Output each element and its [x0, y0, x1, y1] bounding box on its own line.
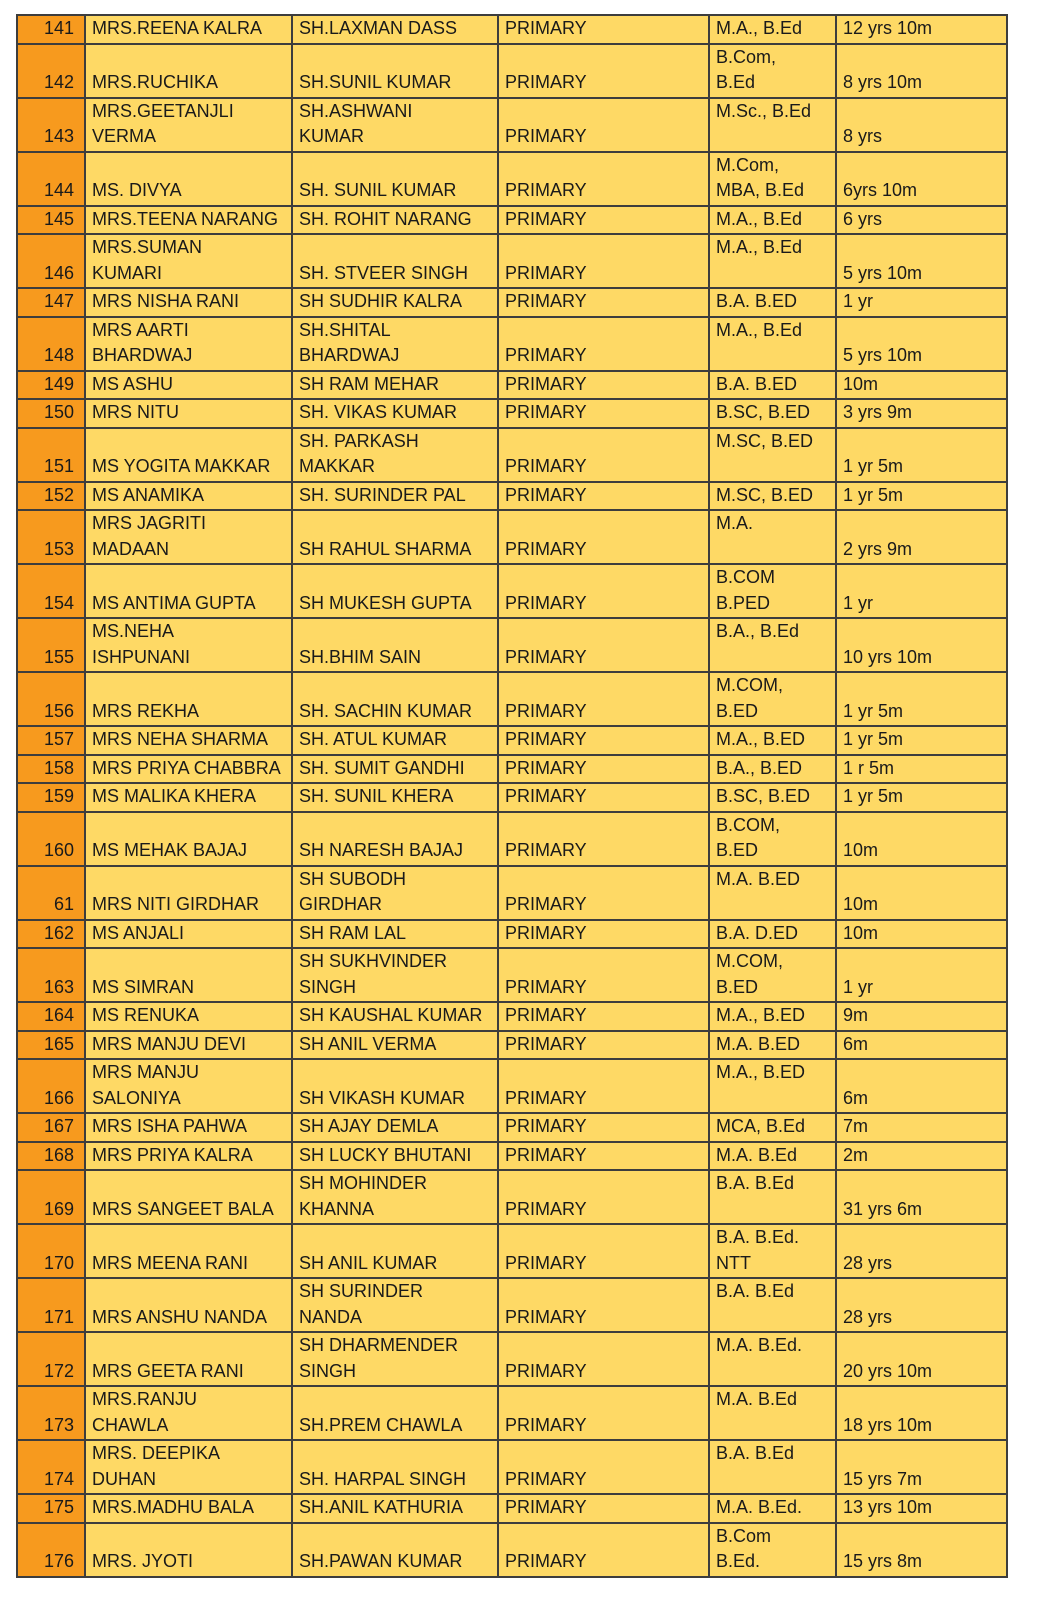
experience-cell: 18 yrs 10m [836, 1386, 1007, 1440]
experience-cell: 1 yr 5m [836, 783, 1007, 812]
table-row [17, 755, 1007, 784]
category-cell: PRIMARY [498, 672, 709, 726]
qualification-cell: M.A., B.ED [709, 1059, 836, 1113]
category-cell: PRIMARY [498, 1142, 709, 1171]
serial-number-cell: 141 [17, 15, 85, 44]
experience-cell: 10m [836, 866, 1007, 920]
table-row [17, 399, 1007, 428]
qualification-cell: M.COM, B.ED [709, 948, 836, 1002]
qualification-cell: M.A. B.ED [709, 866, 836, 920]
spouse-name-cell: SH SUKHVINDER SINGH [292, 948, 498, 1002]
spouse-name-cell: SH ANIL VERMA [292, 1031, 498, 1060]
serial-number-cell: 145 [17, 206, 85, 235]
experience-cell: 9m [836, 1002, 1007, 1031]
spouse-name-cell: SH.BHIM SAIN [292, 618, 498, 672]
experience-cell: 6yrs 10m [836, 152, 1007, 206]
qualification-cell: B.A. B.ED [709, 288, 836, 317]
qualification-cell: M.A. B.Ed. [709, 1494, 836, 1523]
experience-cell: 3 yrs 9m [836, 399, 1007, 428]
teacher-name-cell: MS ANTIMA GUPTA [85, 564, 292, 618]
category-cell: PRIMARY [498, 1386, 709, 1440]
experience-cell: 10m [836, 920, 1007, 949]
category-cell: PRIMARY [498, 812, 709, 866]
qualification-cell: M.Sc., B.Ed [709, 98, 836, 152]
table-row [17, 948, 1007, 1002]
table-row [17, 1494, 1007, 1523]
spouse-name-cell: SH KAUSHAL KUMAR [292, 1002, 498, 1031]
table-row [17, 371, 1007, 400]
qualification-cell: B.SC, B.ED [709, 783, 836, 812]
table-row [17, 1031, 1007, 1060]
serial-number-cell: 151 [17, 428, 85, 482]
spouse-name-cell: SH VIKASH KUMAR [292, 1059, 498, 1113]
qualification-cell: B.Com B.Ed. [709, 1523, 836, 1577]
spouse-name-cell: SH. PARKASH MAKKAR [292, 428, 498, 482]
experience-cell: 8 yrs 10m [836, 44, 1007, 98]
serial-number-cell: 165 [17, 1031, 85, 1060]
experience-cell: 6m [836, 1059, 1007, 1113]
staff-table-body [17, 15, 1007, 1577]
category-cell: PRIMARY [498, 1494, 709, 1523]
spouse-name-cell: SH SUBODH GIRDHAR [292, 866, 498, 920]
teacher-name-cell: MRS MANJU SALONIYA [85, 1059, 292, 1113]
qualification-cell: B.COM, B.ED [709, 812, 836, 866]
table-row [17, 152, 1007, 206]
serial-number-cell: 162 [17, 920, 85, 949]
serial-number-cell: 142 [17, 44, 85, 98]
experience-cell: 1 yr 5m [836, 726, 1007, 755]
qualification-cell: B.A. B.ED [709, 371, 836, 400]
spouse-name-cell: SH RAHUL SHARMA [292, 510, 498, 564]
serial-number-cell: 144 [17, 152, 85, 206]
qualification-cell: M.SC, B.ED [709, 482, 836, 511]
qualification-cell: M.A. B.Ed. [709, 1332, 836, 1386]
serial-number-cell: 146 [17, 234, 85, 288]
qualification-cell: M.A., B.ED [709, 1002, 836, 1031]
serial-number-cell: 148 [17, 317, 85, 371]
teacher-name-cell: MRS.TEENA NARANG [85, 206, 292, 235]
serial-number-cell: 154 [17, 564, 85, 618]
spouse-name-cell: SH ANIL KUMAR [292, 1224, 498, 1278]
serial-number-cell: 167 [17, 1113, 85, 1142]
teacher-name-cell: MRS PRIYA CHABBRA [85, 755, 292, 784]
table-row [17, 482, 1007, 511]
category-cell: PRIMARY [498, 1440, 709, 1494]
table-row [17, 812, 1007, 866]
spouse-name-cell: SH. SURINDER PAL [292, 482, 498, 511]
spouse-name-cell: SH.ASHWANI KUMAR [292, 98, 498, 152]
qualification-cell: M.A., B.Ed [709, 15, 836, 44]
category-cell: PRIMARY [498, 399, 709, 428]
table-row [17, 44, 1007, 98]
teacher-name-cell: MRS.MADHU BALA [85, 1494, 292, 1523]
serial-number-cell: 155 [17, 618, 85, 672]
serial-number-cell: 163 [17, 948, 85, 1002]
experience-cell: 28 yrs [836, 1224, 1007, 1278]
qualification-cell: M.Com, MBA, B.Ed [709, 152, 836, 206]
category-cell: PRIMARY [498, 98, 709, 152]
qualification-cell: B.Com, B.Ed [709, 44, 836, 98]
category-cell: PRIMARY [498, 1332, 709, 1386]
qualification-cell: M.A. B.Ed [709, 1142, 836, 1171]
teacher-name-cell: MS MEHAK BAJAJ [85, 812, 292, 866]
qualification-cell: M.A., B.Ed [709, 317, 836, 371]
experience-cell: 6m [836, 1031, 1007, 1060]
teacher-name-cell: MS ANAMIKA [85, 482, 292, 511]
category-cell: PRIMARY [498, 948, 709, 1002]
serial-number-cell: 170 [17, 1224, 85, 1278]
table-row [17, 510, 1007, 564]
category-cell: PRIMARY [498, 1113, 709, 1142]
category-cell: PRIMARY [498, 234, 709, 288]
qualification-cell: M.A. B.ED [709, 1031, 836, 1060]
qualification-cell: B.A. B.Ed [709, 1278, 836, 1332]
table-row [17, 866, 1007, 920]
qualification-cell: M.A. B.Ed [709, 1386, 836, 1440]
spouse-name-cell: SH.PREM CHAWLA [292, 1386, 498, 1440]
serial-number-cell: 143 [17, 98, 85, 152]
experience-cell: 15 yrs 7m [836, 1440, 1007, 1494]
qualification-cell: M.A., B.Ed [709, 206, 836, 235]
serial-number-cell: 150 [17, 399, 85, 428]
category-cell: PRIMARY [498, 371, 709, 400]
experience-cell: 6 yrs [836, 206, 1007, 235]
serial-number-cell: 149 [17, 371, 85, 400]
teacher-name-cell: MRS NISHA RANI [85, 288, 292, 317]
qualification-cell: MCA, B.Ed [709, 1113, 836, 1142]
teacher-name-cell: MRS. DEEPIKA DUHAN [85, 1440, 292, 1494]
experience-cell: 1 yr 5m [836, 482, 1007, 511]
category-cell: PRIMARY [498, 15, 709, 44]
spouse-name-cell: SH MOHINDER KHANNA [292, 1170, 498, 1224]
experience-cell: 1 yr [836, 948, 1007, 1002]
experience-cell: 7m [836, 1113, 1007, 1142]
qualification-cell: B.SC, B.ED [709, 399, 836, 428]
spouse-name-cell: SH.SUNIL KUMAR [292, 44, 498, 98]
spouse-name-cell: SH.ANIL KATHURIA [292, 1494, 498, 1523]
table-row [17, 1523, 1007, 1577]
teacher-name-cell: MRS NEHA SHARMA [85, 726, 292, 755]
teacher-name-cell: MRS AARTI BHARDWAJ [85, 317, 292, 371]
serial-number-cell: 156 [17, 672, 85, 726]
category-cell: PRIMARY [498, 152, 709, 206]
table-row [17, 1002, 1007, 1031]
spouse-name-cell: SH LUCKY BHUTANI [292, 1142, 498, 1171]
spouse-name-cell: SH. SUNIL KUMAR [292, 152, 498, 206]
table-row [17, 1332, 1007, 1386]
qualification-cell: B.A. B.Ed [709, 1170, 836, 1224]
teacher-name-cell: MRS MEENA RANI [85, 1224, 292, 1278]
category-cell: PRIMARY [498, 482, 709, 511]
teacher-name-cell: MRS NITI GIRDHAR [85, 866, 292, 920]
table-row [17, 1440, 1007, 1494]
table-row [17, 1142, 1007, 1171]
teacher-name-cell: MS SIMRAN [85, 948, 292, 1002]
table-row [17, 317, 1007, 371]
table-row [17, 564, 1007, 618]
serial-number-cell: 168 [17, 1142, 85, 1171]
serial-number-cell: 159 [17, 783, 85, 812]
table-row [17, 920, 1007, 949]
teacher-name-cell: MRS ANSHU NANDA [85, 1278, 292, 1332]
experience-cell: 1 yr [836, 564, 1007, 618]
category-cell: PRIMARY [498, 288, 709, 317]
teacher-name-cell: MRS ISHA PAHWA [85, 1113, 292, 1142]
spouse-name-cell: SH. STVEER SINGH [292, 234, 498, 288]
experience-cell: 28 yrs [836, 1278, 1007, 1332]
table-row [17, 618, 1007, 672]
qualification-cell: B.A. B.Ed [709, 1440, 836, 1494]
experience-cell: 1 yr 5m [836, 428, 1007, 482]
experience-cell: 13 yrs 10m [836, 1494, 1007, 1523]
table-row [17, 1113, 1007, 1142]
category-cell: PRIMARY [498, 1224, 709, 1278]
teacher-name-cell: MRS JAGRITI MADAAN [85, 510, 292, 564]
category-cell: PRIMARY [498, 1059, 709, 1113]
qualification-cell: M.A., B.ED [709, 726, 836, 755]
serial-number-cell: 164 [17, 1002, 85, 1031]
table-row [17, 1170, 1007, 1224]
experience-cell: 5 yrs 10m [836, 317, 1007, 371]
category-cell: PRIMARY [498, 755, 709, 784]
serial-number-cell: 169 [17, 1170, 85, 1224]
table-row [17, 428, 1007, 482]
experience-cell: 15 yrs 8m [836, 1523, 1007, 1577]
serial-number-cell: 160 [17, 812, 85, 866]
experience-cell: 2 yrs 9m [836, 510, 1007, 564]
spouse-name-cell: SH SURINDER NANDA [292, 1278, 498, 1332]
spouse-name-cell: SH AJAY DEMLA [292, 1113, 498, 1142]
table-row [17, 1386, 1007, 1440]
qualification-cell: B.COM B.PED [709, 564, 836, 618]
teacher-name-cell: MRS MANJU DEVI [85, 1031, 292, 1060]
category-cell: PRIMARY [498, 564, 709, 618]
category-cell: PRIMARY [498, 44, 709, 98]
table-row [17, 672, 1007, 726]
category-cell: PRIMARY [498, 1002, 709, 1031]
teacher-name-cell: MRS GEETA RANI [85, 1332, 292, 1386]
table-row [17, 98, 1007, 152]
category-cell: PRIMARY [498, 1523, 709, 1577]
teacher-name-cell: MRS SANGEET BALA [85, 1170, 292, 1224]
table-row [17, 783, 1007, 812]
qualification-cell: B.A., B.Ed [709, 618, 836, 672]
spouse-name-cell: SH. SACHIN KUMAR [292, 672, 498, 726]
category-cell: PRIMARY [498, 783, 709, 812]
teacher-name-cell: MRS REKHA [85, 672, 292, 726]
table-row [17, 206, 1007, 235]
category-cell: PRIMARY [498, 317, 709, 371]
qualification-cell: B.A. D.ED [709, 920, 836, 949]
teacher-name-cell: MS. DIVYA [85, 152, 292, 206]
qualification-cell: B.A., B.ED [709, 755, 836, 784]
teacher-name-cell: MS ASHU [85, 371, 292, 400]
category-cell: PRIMARY [498, 726, 709, 755]
category-cell: PRIMARY [498, 866, 709, 920]
experience-cell: 12 yrs 10m [836, 15, 1007, 44]
experience-cell: 1 r 5m [836, 755, 1007, 784]
teacher-name-cell: MRS PRIYA KALRA [85, 1142, 292, 1171]
teacher-name-cell: MS ANJALI [85, 920, 292, 949]
spouse-name-cell: SH.PAWAN KUMAR [292, 1523, 498, 1577]
serial-number-cell: 157 [17, 726, 85, 755]
spouse-name-cell: SH NARESH BAJAJ [292, 812, 498, 866]
spouse-name-cell: SH. SUMIT GANDHI [292, 755, 498, 784]
spouse-name-cell: SH. ATUL KUMAR [292, 726, 498, 755]
teacher-name-cell: MS YOGITA MAKKAR [85, 428, 292, 482]
serial-number-cell: 152 [17, 482, 85, 511]
spouse-name-cell: SH. VIKAS KUMAR [292, 399, 498, 428]
staff-table [16, 14, 1008, 1578]
table-row [17, 1059, 1007, 1113]
experience-cell: 10 yrs 10m [836, 618, 1007, 672]
experience-cell: 8 yrs [836, 98, 1007, 152]
category-cell: PRIMARY [498, 510, 709, 564]
spouse-name-cell: SH MUKESH GUPTA [292, 564, 498, 618]
spouse-name-cell: SH DHARMENDER SINGH [292, 1332, 498, 1386]
category-cell: PRIMARY [498, 428, 709, 482]
table-row [17, 234, 1007, 288]
qualification-cell: M.A. [709, 510, 836, 564]
experience-cell: 5 yrs 10m [836, 234, 1007, 288]
teacher-name-cell: MRS. JYOTI [85, 1523, 292, 1577]
spouse-name-cell: SH. SUNIL KHERA [292, 783, 498, 812]
experience-cell: 20 yrs 10m [836, 1332, 1007, 1386]
teacher-name-cell: MS MALIKA KHERA [85, 783, 292, 812]
category-cell: PRIMARY [498, 1170, 709, 1224]
spouse-name-cell: SH RAM MEHAR [292, 371, 498, 400]
qualification-cell: M.SC, B.ED [709, 428, 836, 482]
teacher-name-cell: MS RENUKA [85, 1002, 292, 1031]
table-row [17, 1224, 1007, 1278]
spouse-name-cell: SH. HARPAL SINGH [292, 1440, 498, 1494]
category-cell: PRIMARY [498, 206, 709, 235]
serial-number-cell: 173 [17, 1386, 85, 1440]
spouse-name-cell: SH.LAXMAN DASS [292, 15, 498, 44]
category-cell: PRIMARY [498, 618, 709, 672]
table-row [17, 1278, 1007, 1332]
serial-number-cell: 176 [17, 1523, 85, 1577]
category-cell: PRIMARY [498, 920, 709, 949]
experience-cell: 1 yr 5m [836, 672, 1007, 726]
table-row [17, 288, 1007, 317]
serial-number-cell: 175 [17, 1494, 85, 1523]
table-row [17, 726, 1007, 755]
table-row [17, 15, 1007, 44]
teacher-name-cell: MRS.RANJU CHAWLA [85, 1386, 292, 1440]
experience-cell: 10m [836, 812, 1007, 866]
teacher-name-cell: MS.NEHA ISHPUNANI [85, 618, 292, 672]
serial-number-cell: 147 [17, 288, 85, 317]
experience-cell: 2m [836, 1142, 1007, 1171]
qualification-cell: B.A. B.Ed. NTT [709, 1224, 836, 1278]
serial-number-cell: 174 [17, 1440, 85, 1494]
teacher-name-cell: MRS.REENA KALRA [85, 15, 292, 44]
teacher-name-cell: MRS NITU [85, 399, 292, 428]
serial-number-cell: 172 [17, 1332, 85, 1386]
qualification-cell: M.A., B.Ed [709, 234, 836, 288]
spouse-name-cell: SH RAM LAL [292, 920, 498, 949]
category-cell: PRIMARY [498, 1278, 709, 1332]
spouse-name-cell: SH.SHITAL BHARDWAJ [292, 317, 498, 371]
experience-cell: 10m [836, 371, 1007, 400]
serial-number-cell: 171 [17, 1278, 85, 1332]
qualification-cell: M.COM, B.ED [709, 672, 836, 726]
teacher-name-cell: MRS.RUCHIKA [85, 44, 292, 98]
serial-number-cell: 153 [17, 510, 85, 564]
teacher-name-cell: MRS.GEETANJLI VERMA [85, 98, 292, 152]
experience-cell: 1 yr [836, 288, 1007, 317]
spouse-name-cell: SH. ROHIT NARANG [292, 206, 498, 235]
serial-number-cell: 166 [17, 1059, 85, 1113]
experience-cell: 31 yrs 6m [836, 1170, 1007, 1224]
spouse-name-cell: SH SUDHIR KALRA [292, 288, 498, 317]
serial-number-cell: 158 [17, 755, 85, 784]
category-cell: PRIMARY [498, 1031, 709, 1060]
teacher-name-cell: MRS.SUMAN KUMARI [85, 234, 292, 288]
serial-number-cell: 61 [17, 866, 85, 920]
